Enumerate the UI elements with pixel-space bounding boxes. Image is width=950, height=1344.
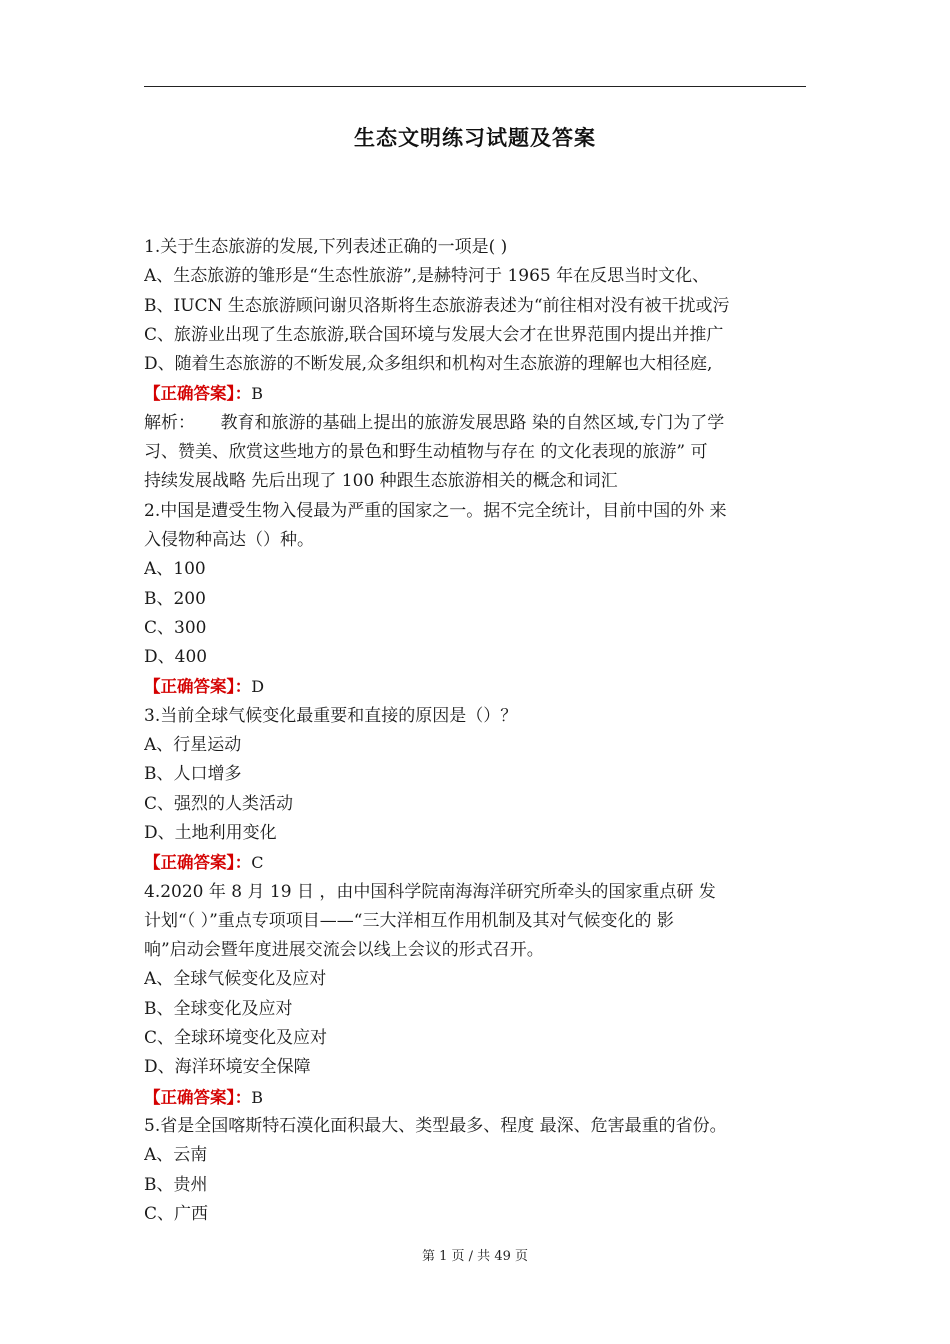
- option-a: A、生态旅游的雏形是“生态性旅游”,是赫特河于 1965 年在反思当时文化、: [144, 266, 710, 287]
- header-rule: [144, 86, 806, 87]
- option-b: B、200: [144, 588, 206, 609]
- question-text: 5.省是全国喀斯特石漠化面积最大、类型最多、程度 最深、危害最重的省份。: [144, 1115, 727, 1136]
- answer-value: C: [251, 853, 264, 873]
- analysis-text: 习、赞美、欣赏这些地方的景色和野生动植物与存在 的文化表现的旅游” 可: [144, 442, 708, 463]
- question-text: 1.关于生态旅游的发展,下列表述正确的一项是( ): [144, 237, 508, 257]
- option-a: A、行星运动: [144, 735, 242, 756]
- correct-answer: [144, 672, 806, 701]
- question-4: [144, 878, 806, 1112]
- answer-label: 【正确答案】：: [144, 853, 252, 873]
- question-text: 2.中国是遭受生物入侵最为严重的国家之一。据不完全统计，目前中国的外 来: [144, 500, 727, 521]
- option-b: B、全球变化及应对: [144, 998, 293, 1019]
- question-list: [144, 233, 806, 1229]
- analysis-text: 解析： 教育和旅游的基础上提出的旅游发展思路 染的自然区域,专门为了学: [144, 412, 725, 433]
- option-a: A、全球气候变化及应对: [144, 969, 327, 990]
- option-c: C、旅游业出现了生态旅游,联合国环境与发展大会才在世界范围内提出并推广: [144, 324, 724, 345]
- answer-label: 【正确答案】：: [144, 1087, 252, 1107]
- question-5: [144, 1112, 806, 1229]
- option-a: A、100: [144, 559, 206, 580]
- question-text: 响”启动会暨年度进展交流会以线上会议的形式召开。: [144, 940, 544, 961]
- option-b: B、贵州: [144, 1174, 208, 1195]
- question-text: 入侵物种高达（）种。: [144, 529, 314, 550]
- option-d: D、土地利用变化: [144, 822, 277, 843]
- option-d: D、海洋环境安全保障: [144, 1057, 311, 1078]
- answer-value: D: [251, 677, 265, 697]
- option-c: C、广西: [144, 1203, 209, 1224]
- question-text: 4.2020 年 8 月 19 日 ，由中国科学院南海海洋研究所牵头的国家重点研 发: [144, 881, 716, 902]
- correct-answer: [144, 1083, 806, 1112]
- option-d: D、400: [144, 647, 208, 668]
- question-text: 3.当前全球气候变化最重要和直接的原因是（）？: [144, 705, 518, 726]
- option-b: B、IUCN 生态旅游顾问谢贝洛斯将生态旅游表述为“前往相对没有被干扰或污: [144, 295, 730, 316]
- question-text: 计划“（ ）”重点专项项目——“三大洋相互作用机制及其对气候变化的 影: [144, 910, 674, 931]
- option-b: B、人口增多: [144, 764, 242, 785]
- answer-value: B: [251, 1087, 264, 1107]
- question-1: [144, 233, 806, 497]
- page-footer: 第 1 页 / 共 49 页: [422, 1249, 528, 1264]
- question-3: [144, 702, 806, 878]
- page-title: 生态文明练习试题及答案: [354, 126, 596, 150]
- question-2: [144, 497, 806, 702]
- analysis-text: 持续发展战略 先后出现了 100 种跟生态旅游相关的概念和词汇: [144, 471, 618, 492]
- option-a: A、云南: [144, 1145, 208, 1166]
- correct-answer: [144, 848, 806, 877]
- correct-answer: [144, 379, 806, 408]
- answer-label: 【正确答案】：: [144, 677, 252, 697]
- option-d: D、随着生态旅游的不断发展,众多组织和机构对生态旅游的理解也大相径庭,: [144, 354, 713, 375]
- answer-value: B: [251, 384, 264, 404]
- option-c: C、全球环境变化及应对: [144, 1028, 328, 1049]
- option-c: C、强烈的人类活动: [144, 793, 294, 814]
- option-c: C、300: [144, 617, 207, 638]
- answer-label: 【正确答案】：: [144, 384, 252, 404]
